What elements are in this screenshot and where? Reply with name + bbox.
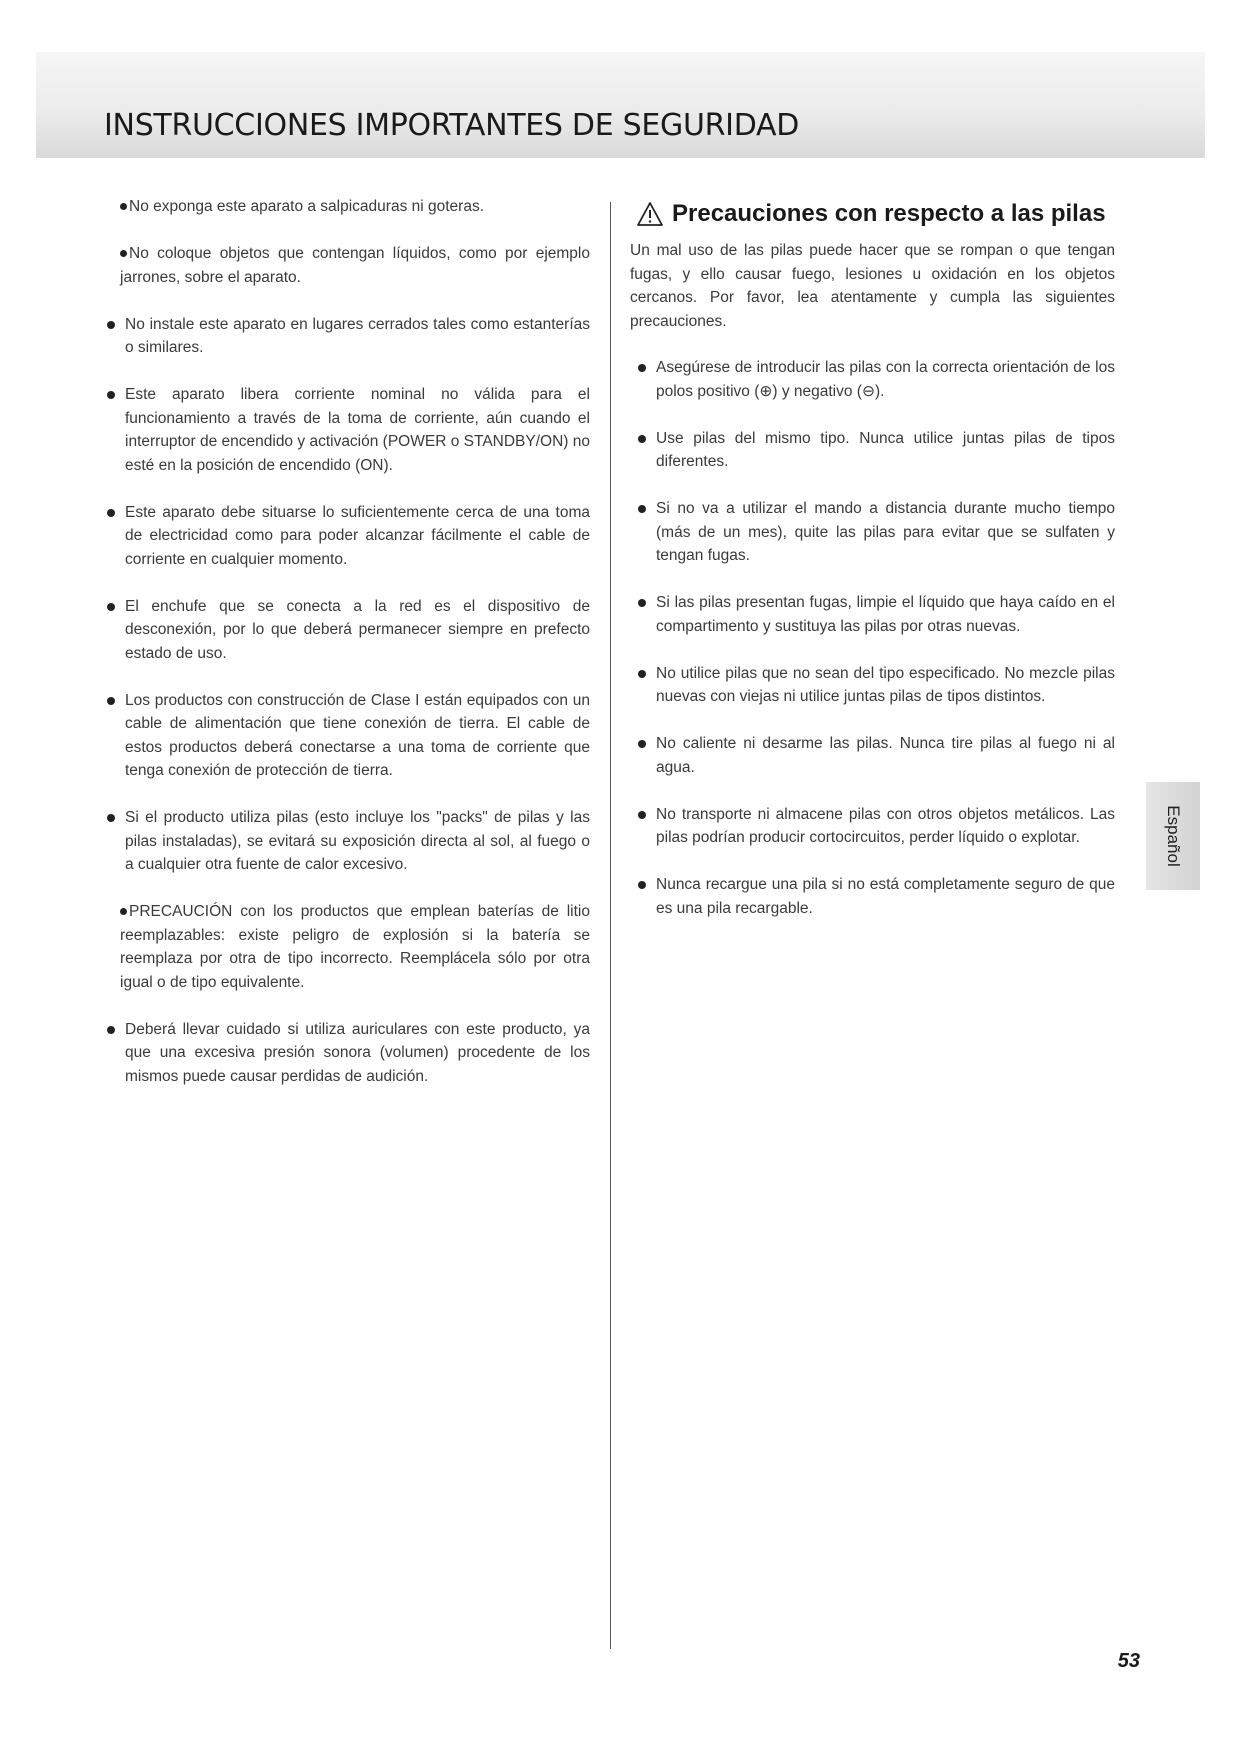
list-item: No caliente ni desarme las pilas. Nunca tire pilas al fuego ni al agua. (636, 732, 1115, 779)
right-column (630, 195, 1115, 944)
bullet-icon (638, 670, 646, 678)
list-item: Los productos con construcción de Clase I están equipados con un cable de alimentación que tiene conexión de tierra. El cable de estos productos deberá conectarse a una toma de corriente que tenga conexión de protección de tierra. (105, 689, 590, 783)
list-item: No coloque objetos que contengan líquidos, como por ejemplo jarrones, sobre el aparato. (120, 245, 590, 286)
safety-instructions-list (105, 195, 590, 1088)
bullet-icon (638, 881, 646, 889)
language-tab-label: Español (1164, 805, 1183, 867)
list-item: Si las pilas presentan fugas, limpie el líquido que haya caído en el compartimento y sustituya las pilas por otras nuevas. (636, 591, 1115, 638)
list-item: No exponga este aparato a salpicaduras ni goteras. (105, 195, 590, 219)
bullet-icon (120, 203, 127, 210)
list-item: Asegúrese de introducir las pilas con la correcta orientación de los polos positivo (⊕) y negativo (⊖). (636, 356, 1115, 403)
list-item: Use pilas del mismo tipo. Nunca utilice juntas pilas de tipos diferentes. (636, 427, 1115, 474)
column-divider (610, 202, 611, 1649)
list-item: No transporte ni almacene pilas con otros objetos metálicos. Las pilas podrían producir cortocircuitos, perder líquido o explotar. (636, 803, 1115, 850)
section-heading (630, 201, 1115, 227)
bullet-icon (107, 697, 115, 705)
section-intro: Un mal uso de las pilas puede hacer que se rompan o que tengan fugas, y ello causar fuego, lesiones u oxidación en los objetos cercanos. Por favor, lea atentamente y cumpla las siguientes precauciones. (630, 242, 1115, 330)
bullet-icon (638, 435, 646, 443)
bullet-icon (107, 1026, 115, 1034)
list-item: El enchufe que se conecta a la red es el dispositivo de desconexión, por lo que deberá permanecer siempre en prefecto estado de uso. (105, 595, 590, 666)
list-item: PRECAUCIÓN con los productos que emplean baterías de litio reemplazables: existe peligro de explosión si la batería se reemplaza por otra de tipo incorrecto. Reemplácela sólo por otra igual o de tipo equivalente. (120, 903, 590, 991)
bullet-icon (638, 599, 646, 607)
left-column (105, 195, 590, 1112)
bullet-icon (120, 908, 127, 915)
page-number: 53 (1117, 1650, 1140, 1672)
bullet-icon (107, 603, 115, 611)
bullet-icon (107, 321, 115, 329)
bullet-icon (107, 814, 115, 822)
bullet-icon (638, 505, 646, 513)
bullet-icon (638, 811, 646, 819)
list-item: Si el producto utiliza pilas (esto incluye los "packs" de pilas y las pilas instaladas), se evitará su exposición directa al sol, al fuego o a cualquier otra fuente de calor excesivo. (105, 806, 590, 877)
bullet-icon (638, 364, 646, 372)
section-heading-text: Precauciones con respecto a las pilas (672, 200, 1106, 228)
list-item: Este aparato debe situarse lo suficientemente cerca de una toma de electricidad como para poder alcanzar fácilmente el cable de corriente en cualquier momento. (105, 501, 590, 572)
list-item: Si no va a utilizar el mando a distancia durante mucho tiempo (más de un mes), quite las pilas para evitar que se sulfaten y tengan fugas. (636, 497, 1115, 568)
language-tab (1146, 782, 1200, 890)
header-band (36, 52, 1205, 158)
list-item: Deberá llevar cuidado si utiliza auriculares con este producto, ya que una excesiva presión sonora (volumen) procedente de los mismos puede causar perdidas de audición. (105, 1018, 590, 1089)
list-item: No instale este aparato en lugares cerrados tales como estanterías o similares. (105, 313, 590, 360)
bullet-icon (107, 509, 115, 517)
list-item: Nunca recargue una pila si no está completamente seguro de que es una pila recargable. (636, 873, 1115, 920)
bullet-icon (120, 250, 127, 257)
warning-triangle-icon (636, 201, 664, 227)
bullet-icon (638, 740, 646, 748)
battery-precautions-list (630, 356, 1115, 920)
page-title: INSTRUCCIONES IMPORTANTES DE SEGURIDAD (104, 108, 799, 143)
bullet-icon (107, 391, 115, 399)
list-item: Este aparato libera corriente nominal no válida para el funcionamiento a través de la toma de corriente, aún cuando el interruptor de encendido y activación (POWER o STANDBY/ON) no esté en la posición de encendido (ON). (105, 383, 590, 477)
list-item: No utilice pilas que no sean del tipo especificado. No mezcle pilas nuevas con viejas ni utilice juntas pilas de tipos distintos. (636, 662, 1115, 709)
